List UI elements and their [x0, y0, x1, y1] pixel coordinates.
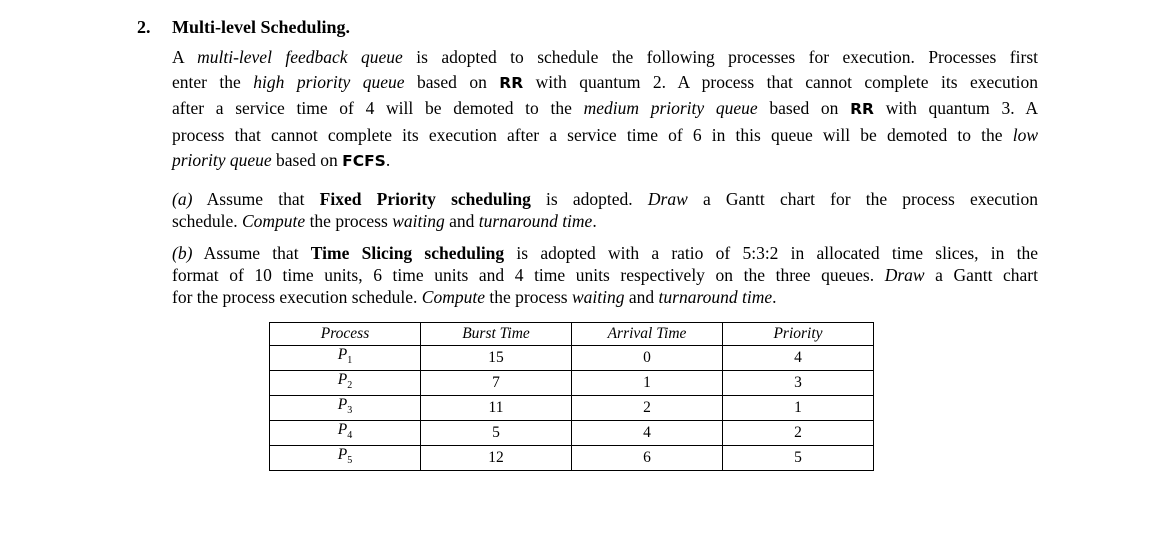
- part-a-line-1: [172, 188, 1038, 210]
- cell-process: [270, 396, 421, 421]
- part-a-label: (a): [172, 189, 193, 209]
- cell-priority: 3: [723, 371, 874, 396]
- text: a Gantt chart: [924, 265, 1038, 285]
- table-row: [270, 396, 874, 421]
- cell-burst: 5: [421, 421, 572, 446]
- text: schedule.: [172, 211, 242, 231]
- header-burst-time: Burst Time: [421, 323, 572, 346]
- text: based on: [271, 149, 343, 170]
- text: .: [592, 211, 597, 231]
- header-arrival-time: Arrival Time: [572, 323, 723, 346]
- process-index: 5: [347, 455, 353, 467]
- table-header-row: [270, 323, 874, 346]
- text: and: [444, 211, 479, 231]
- text: the process: [484, 287, 572, 307]
- term-fcfs: FCFS: [342, 151, 386, 170]
- term-priority-queue: priority queue: [172, 149, 272, 170]
- process-letter: P: [337, 396, 348, 414]
- process-letter: P: [337, 421, 348, 439]
- cell-burst: 15: [421, 346, 572, 371]
- cell-priority: 5: [723, 446, 874, 471]
- text: for the process execution schedule.: [172, 287, 422, 307]
- cell-priority: 1: [723, 396, 874, 421]
- part-b-line-2: [172, 264, 1038, 286]
- intro-line-4: [172, 123, 1038, 148]
- text: .: [385, 149, 391, 170]
- header-process: Process: [270, 323, 421, 346]
- term-turnaround: turnaround time: [658, 287, 773, 307]
- table-row: [270, 346, 874, 371]
- term-waiting: waiting: [571, 287, 625, 307]
- term-high-queue: high priority queue: [253, 72, 405, 93]
- text: is adopted with a ratio of 5:3:2 in allocated time slices, in the: [504, 243, 1038, 263]
- process-index: 3: [347, 405, 353, 417]
- text: Assume that: [192, 189, 320, 209]
- cell-arrival: 2: [572, 396, 723, 421]
- question-number: 2.: [137, 17, 151, 37]
- text: process that cannot complete its execution after a service time of 6 in this queue will be demoted to the: [172, 124, 1013, 145]
- process-letter: P: [337, 346, 348, 363]
- text: .: [772, 287, 777, 307]
- term-medium-queue: medium priority queue: [583, 98, 758, 119]
- cell-process: [270, 446, 421, 471]
- process-index: 2: [347, 380, 353, 392]
- cell-arrival: 4: [572, 421, 723, 446]
- term-low: low: [1012, 124, 1038, 145]
- table-row: [270, 371, 874, 396]
- term-rr: RR: [499, 74, 524, 93]
- term-compute: Compute: [421, 287, 485, 307]
- intro-paragraph: [172, 45, 1038, 174]
- part-a-line-2: [172, 210, 1038, 232]
- term-compute: Compute: [241, 211, 306, 231]
- cell-process: [270, 371, 421, 396]
- process-index: 4: [347, 430, 353, 442]
- text: format of 10 time units, 6 time units and 4 time units respectively on the three queues.: [172, 265, 885, 285]
- part-b-line-1: [172, 242, 1038, 264]
- text: is adopted.: [530, 189, 648, 209]
- process-letter: P: [337, 371, 348, 389]
- intro-line-5: [172, 148, 1038, 174]
- term-turnaround: turnaround time: [478, 211, 593, 231]
- table-row: [270, 421, 874, 446]
- text: enter the: [172, 72, 254, 93]
- term-rr: RR: [850, 100, 874, 119]
- process-index: 1: [347, 355, 353, 367]
- text: the process: [305, 211, 393, 231]
- intro-line-1: [172, 45, 1038, 70]
- cell-burst: 11: [421, 396, 572, 421]
- cell-priority: 2: [723, 421, 874, 446]
- cell-process: [270, 421, 421, 446]
- text: based on: [404, 72, 500, 93]
- part-b-line-3: [172, 286, 1038, 308]
- text: with quantum 2. A process that cannot complete its execution: [523, 72, 1038, 93]
- term-draw: Draw: [647, 189, 688, 209]
- process-letter: P: [337, 446, 348, 464]
- intro-line-3: [172, 96, 1038, 122]
- process-table: [269, 322, 874, 471]
- part-b-paragraph: [172, 242, 1038, 308]
- cell-arrival: 6: [572, 446, 723, 471]
- cell-arrival: 0: [572, 346, 723, 371]
- table-row: [270, 446, 874, 471]
- part-a-paragraph: [172, 188, 1038, 232]
- term-mlfq: multi-level feedback queue: [197, 47, 403, 67]
- cell-process: [270, 346, 421, 371]
- text: with quantum 3. A: [874, 98, 1038, 119]
- header-priority: Priority: [723, 323, 874, 346]
- text: based on: [757, 98, 851, 119]
- text: A: [172, 47, 198, 67]
- part-b-label: (b): [172, 243, 193, 263]
- question-title: Multi-level Scheduling.: [172, 17, 351, 37]
- cell-burst: 7: [421, 371, 572, 396]
- term-waiting: waiting: [392, 211, 445, 231]
- intro-line-2: [172, 70, 1038, 96]
- term-draw: Draw: [884, 265, 925, 285]
- text: is adopted to schedule the following processes for execution. Processes first: [402, 47, 1038, 67]
- text: after a service time of 4 will be demoted to the: [172, 98, 584, 119]
- cell-arrival: 1: [572, 371, 723, 396]
- cell-priority: 4: [723, 346, 874, 371]
- term-time-slicing: Time Slicing scheduling: [310, 243, 505, 263]
- text: a Gantt chart for the process execution: [687, 189, 1038, 209]
- text: and: [624, 287, 659, 307]
- text: Assume that: [192, 243, 311, 263]
- term-fixed-priority: Fixed Priority scheduling: [319, 189, 531, 209]
- cell-burst: 12: [421, 446, 572, 471]
